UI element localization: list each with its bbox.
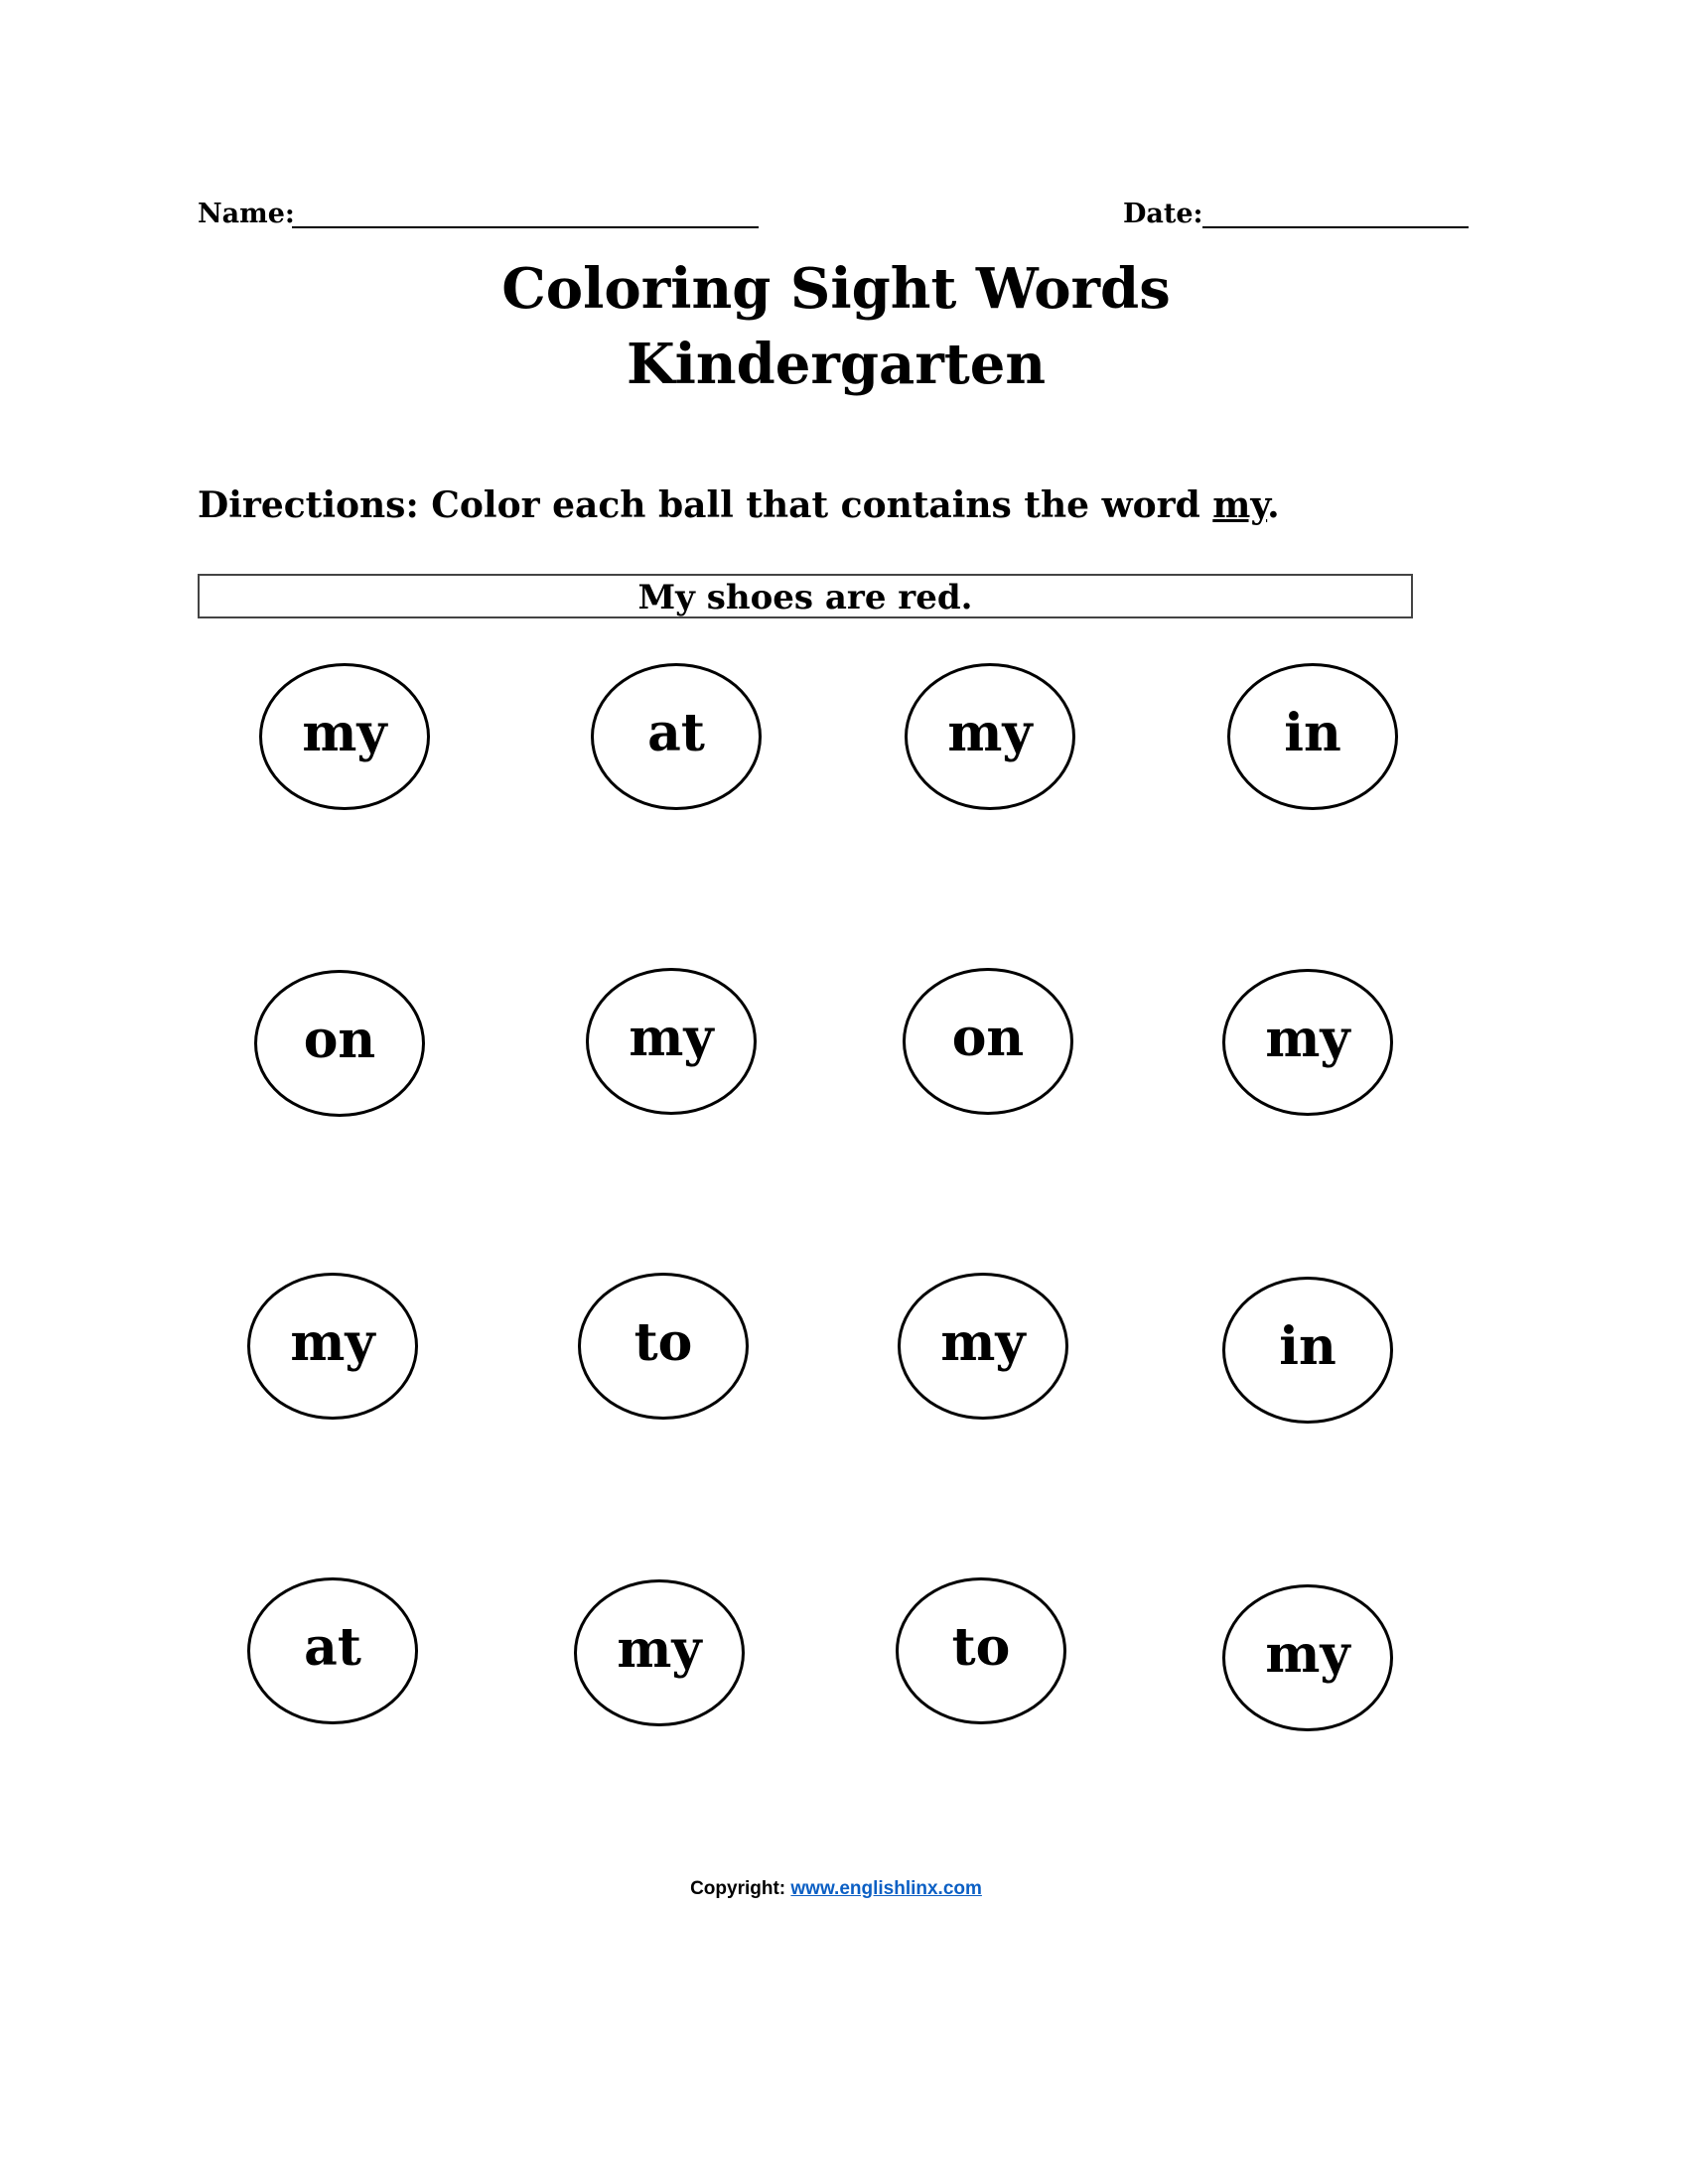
ball-word: on (303, 1009, 376, 1070)
copyright-label: Copyright: (690, 1878, 786, 1899)
ball[interactable] (254, 970, 425, 1117)
title-line-2: Kindergarten (626, 332, 1047, 397)
copyright (0, 1878, 1672, 1900)
ball-word: in (1284, 702, 1341, 763)
ball[interactable] (905, 663, 1075, 810)
ball-word: my (947, 702, 1033, 763)
ball[interactable] (591, 663, 762, 810)
ball[interactable] (1222, 1584, 1393, 1731)
ball[interactable] (898, 1273, 1068, 1420)
name-field-line[interactable] (292, 226, 759, 228)
ball-word: on (951, 1007, 1025, 1068)
ball[interactable] (578, 1273, 749, 1420)
ball[interactable] (247, 1273, 418, 1420)
ball-word: at (647, 702, 705, 763)
ball[interactable] (896, 1577, 1066, 1724)
ball-word: my (302, 702, 387, 763)
ball-word: my (629, 1007, 714, 1068)
ball-word: my (1265, 1008, 1350, 1069)
ball-word: to (951, 1616, 1011, 1678)
name-label: Name: (198, 199, 295, 229)
ball[interactable] (1222, 1277, 1393, 1424)
ball-word: my (617, 1618, 702, 1680)
ball-word: my (290, 1311, 375, 1373)
date-label: Date: (1123, 199, 1203, 229)
ball[interactable] (247, 1577, 418, 1724)
copyright-link[interactable]: www.englishlinx.com (790, 1878, 982, 1899)
ball[interactable] (1227, 663, 1398, 810)
title-line-1: Coloring Sight Words (501, 256, 1171, 322)
date-field-line[interactable] (1202, 226, 1469, 228)
ball-word: my (1265, 1623, 1350, 1685)
directions-suffix: . (1267, 484, 1280, 526)
ball[interactable] (574, 1579, 745, 1726)
ball-word: at (304, 1616, 361, 1678)
ball[interactable] (586, 968, 757, 1115)
ball[interactable] (259, 663, 430, 810)
ball-word: to (633, 1311, 693, 1373)
ball-word: my (940, 1311, 1026, 1373)
ball[interactable] (1222, 969, 1393, 1116)
ball-word: in (1279, 1315, 1336, 1377)
directions-text: Directions: Color each ball that contains the word (198, 484, 1213, 526)
directions-target-word: my (1212, 484, 1268, 526)
directions (198, 484, 1280, 526)
sentence-text: My shoes are red. (637, 578, 973, 617)
sentence-box (198, 574, 1413, 618)
ball[interactable] (903, 968, 1073, 1115)
